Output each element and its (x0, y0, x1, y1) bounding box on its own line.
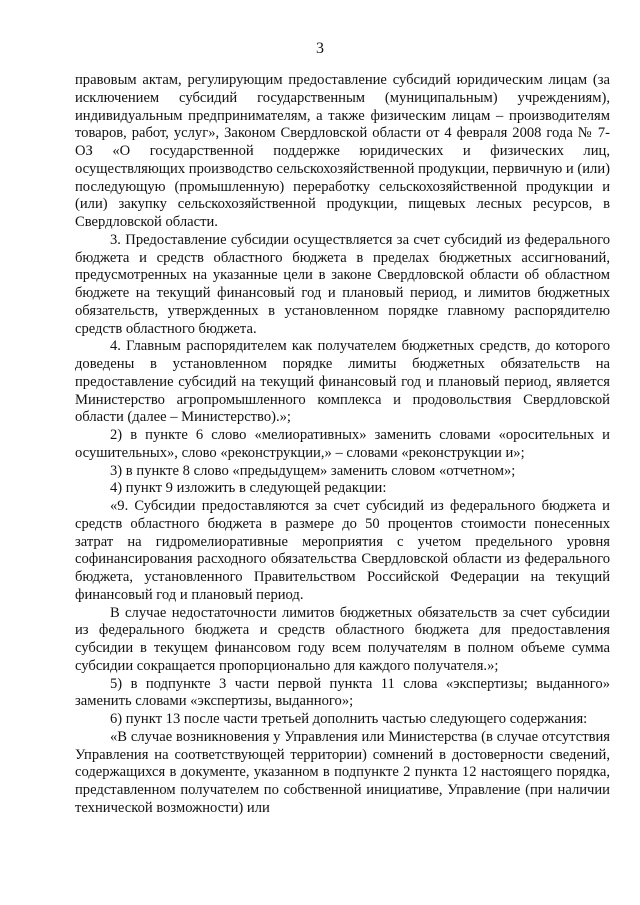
paragraph: 4) пункт 9 изложить в следующей редакции: (110, 480, 387, 497)
paragraph: 2) в пункте 6 слово «мелиоративных» заменить словами «оросительных и осушительных», слово «реконструкции,» – словами «реконструкции и»; (75, 427, 610, 461)
paragraph: правовым актам, регулирующим предоставление субсидий юридическим лицам (за исключением субсидий государственным (муниципальным) учреждениям), индивидуальным предпринимателям, а также физическим лицам – производителям товаров, работ, услуг», Законом Свердловской области от 4 февраля 2008 года № 7-ОЗ «О государственной поддержке юридических и физических лиц, осуществляющих производство сельскохозяйственной продукции, первичную и (или) последующую (промышленную) переработку сельскохозяйственной продукции и (или) закупку сельскохозяйственной продукции, пищевых лесных ресурсов, в Свердловской области. (75, 72, 610, 230)
paragraph: 3) в пункте 8 слово «предыдущем» заменить словом «отчетном»; (110, 462, 516, 479)
paragraph: В случае недостаточности лимитов бюджетных обязательств за счет субсидии из федерального бюджета и средств областного бюджета для предоставления субсидии в текущем финансовом году всем получателям в полном объеме сумма субсидии сокращается пропорционально для каждого получателя.»; (75, 604, 610, 674)
paragraph: 3. Предоставление субсидии осуществляется за счет субсидий из федерального бюджета и средств областного бюджета в пределах бюджетных ассигнований, предусмотренных на указанные цели в законе Свердловской области об областном бюджете на текущий финансовый год и плановый период, и лимитов бюджетных обязательств, утвержденных в установленном порядке главному распорядителю средств областного бюджета. (75, 231, 610, 337)
paragraph: 6) пункт 13 после части третьей дополнить частью следующего содержания: (110, 711, 588, 727)
paragraph: 5) в подпункте 3 части первой пункта 11 слова «экспертизы; выданного» заменить словами «экспертизы, выданного»; (75, 675, 610, 710)
paragraph: «В случае возникновения у Управления или Министерства (в случае отсутствия Управления на соответствующей территории) сомнений в достоверности сведений, содержащихся в документе, указанном в подпункте 2 пункта 12 настоящего порядка, представленном получателем по собственной инициативе, Управление (при наличии технической возможности) или (75, 728, 610, 816)
paragraph: «9. Субсидии предоставляются за счет субсидий из федерального бюджета и средств областного бюджета в размере до 50 процентов стоимости понесенных затрат на гидромелиоративные мероприятия с учетом предельного уровня софинансирования расходного обязательства Свердловской области из федерального бюджета, установленного Правительством Российской Федерации на текущий финансовый год и плановый период. (75, 498, 610, 603)
page-number: 3 (316, 40, 324, 57)
paragraph: 4. Главным распорядителем как получателем бюджетных средств, до которого доведены в установленном порядке лимиты бюджетных обязательств на предоставление субсидий на текущий финансовый год и плановый период, является Министерство агропромышленного комплекса и продовольствия Свердловской области (далее – Министерство).»; (75, 338, 610, 426)
document-body (75, 72, 610, 818)
